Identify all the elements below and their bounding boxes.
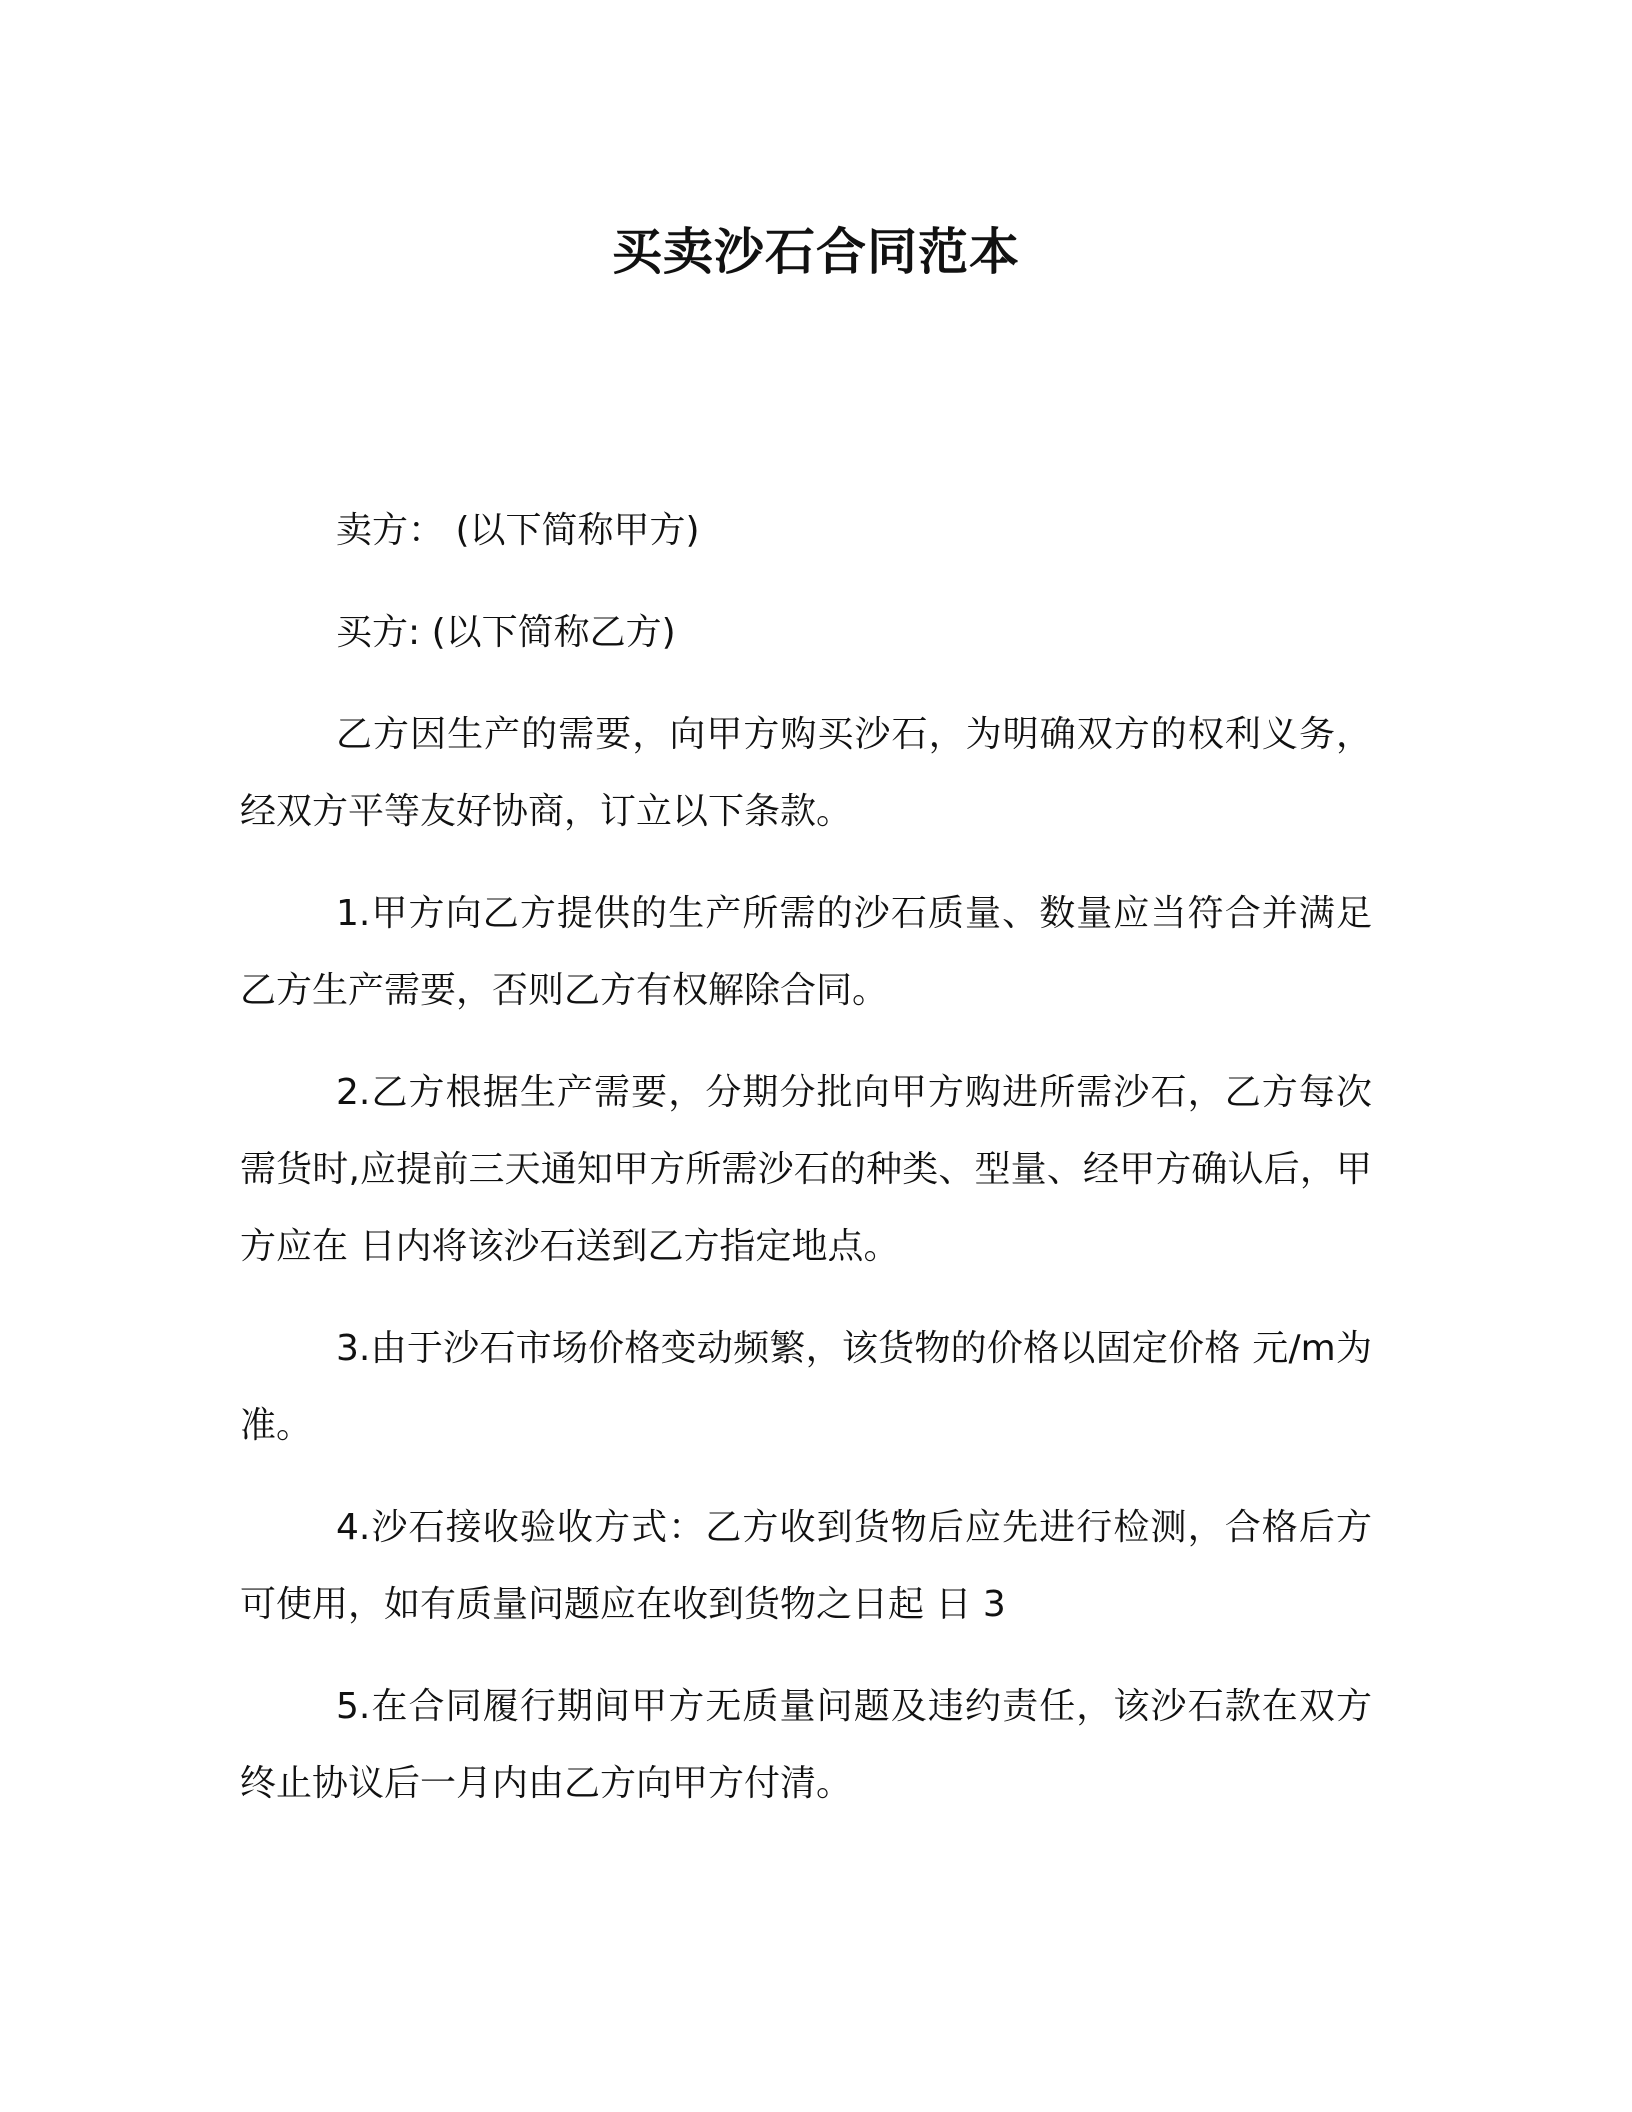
- clause-4: 4.沙石接收验收方式：乙方收到货物后应先进行检测，合格后方可使用，如有质量问题应在收到货物之日起 日 3: [240, 1507, 1372, 1625]
- document-body: [240, 492, 1372, 1847]
- clause-1: 1.甲方向乙方提供的生产所需的沙石质量、数量应当符合并满足乙方生产需要，否则乙方有权解除合同。: [240, 893, 1372, 1011]
- clause-2: 2.乙方根据生产需要，分期分批向甲方购进所需沙石，乙方每次需货时,应提前三天通知甲方所需沙石的种类、型量、经甲方确认后，甲方应在 日内将该沙石送到乙方指定地点。: [240, 1072, 1372, 1267]
- document-title: 买卖沙石合同范本: [612, 223, 1020, 281]
- clause-5: 5.在合同履行期间甲方无质量问题及违约责任，该沙石款在双方终止协议后一月内由乙方向甲方付清。: [240, 1686, 1372, 1804]
- seller-line: 卖方： (以下简称甲方): [336, 510, 700, 551]
- clause-3: 3.由于沙石市场价格变动频繁，该货物的价格以固定价格 元/m为准。: [240, 1328, 1372, 1446]
- buyer-line: 买方: (以下简称乙方): [336, 612, 676, 653]
- preamble-paragraph: 乙方因生产的需要，向甲方购买沙石，为明确双方的权利义务，经双方平等友好协商，订立以下条款。: [240, 714, 1372, 832]
